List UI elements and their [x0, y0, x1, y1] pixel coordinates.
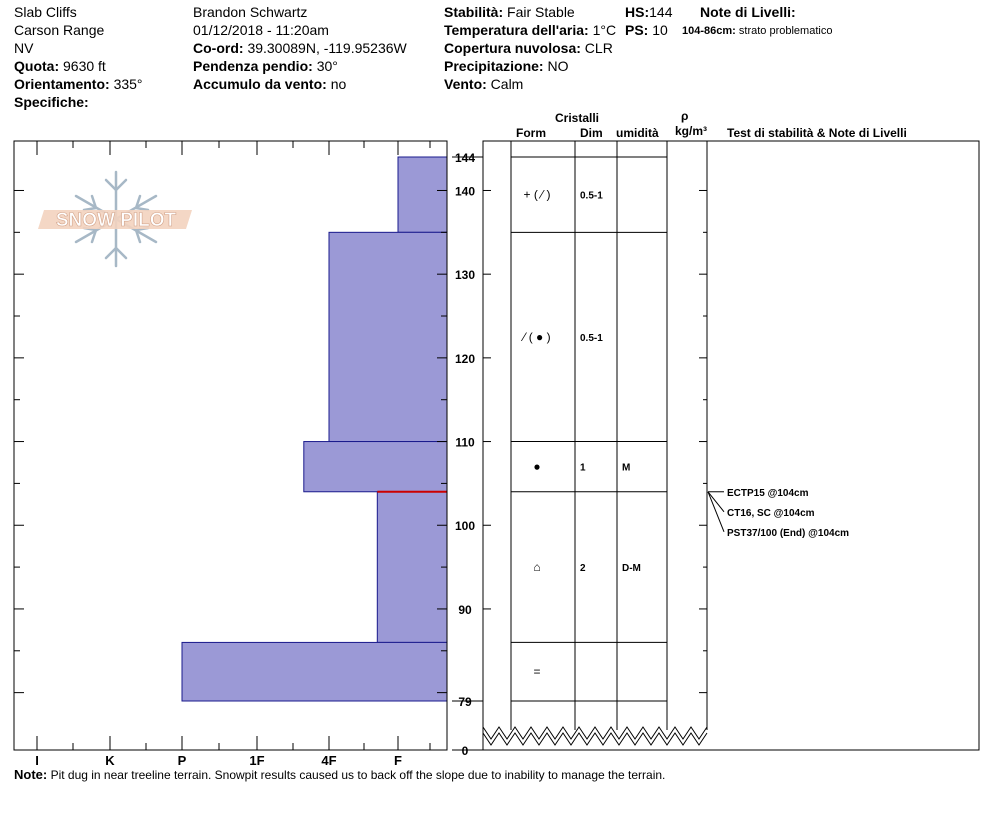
- wetness-header: umidità: [616, 126, 659, 140]
- snowpilot-logo: [38, 172, 192, 266]
- wetness-3: D-M: [622, 563, 641, 575]
- cloud-cover: Copertura nuvolosa: CLR: [444, 40, 613, 56]
- aspect: Orientamento: 335°: [14, 76, 143, 92]
- state-name: NV: [14, 40, 34, 56]
- crystal-form-4: =: [533, 664, 541, 679]
- hardness-label-P: P: [177, 753, 187, 768]
- crystal-dim-0: 0.5-1: [580, 190, 603, 202]
- depth-edge-label-79: 79: [458, 695, 472, 709]
- crystal-dim-1: 0.5-1: [580, 332, 603, 344]
- stability-tests-header: Test di stabilità & Note di Livelli: [727, 126, 907, 140]
- wind: Vento: Calm: [444, 76, 524, 92]
- axis-break-zigzag-1: [483, 733, 707, 745]
- stability-test-2: PST37/100 (End) @104cm: [727, 527, 850, 539]
- stability-test-0: ECTP15 @104cm: [727, 487, 809, 499]
- layer-bar-2: [304, 442, 447, 492]
- wetness-2: M: [622, 462, 631, 474]
- depth-label-140: 140: [454, 184, 476, 199]
- layer-bar-3: [377, 492, 447, 643]
- depth-label-100: 100: [454, 519, 476, 534]
- depth-edge-label-0: 0: [461, 744, 469, 758]
- layer-notes-label: Note di Livelli:: [700, 4, 796, 20]
- specifiche-label: Specifiche:: [14, 94, 89, 110]
- logo-text: SNOW PILOT: [55, 210, 177, 231]
- footer-note: Note: Pit dug in near treeline terrain. Snowpit results caused us to back off the slope due to inability to manage the terrain.: [14, 767, 666, 782]
- test-leader-1: [708, 492, 724, 512]
- elevation: Quota: 9630 ft: [14, 58, 106, 74]
- wind-loading: Accumulo da vento: no: [193, 76, 347, 92]
- stability: Stabilità: Fair Stable: [444, 4, 575, 20]
- hardness-label-I: I: [35, 753, 39, 768]
- location-name: Slab Cliffs: [14, 4, 77, 20]
- depth-label-120: 120: [454, 351, 476, 366]
- hardness-label-1F: 1F: [249, 753, 265, 768]
- density-unit: kg/m³: [675, 124, 708, 138]
- crystal-dim-2: 1: [580, 462, 586, 474]
- dim-header: Dim: [580, 126, 603, 140]
- crystal-dim-3: 2: [580, 563, 586, 575]
- range-name: Carson Range: [14, 22, 105, 38]
- density-symbol: ρ: [681, 109, 689, 123]
- hardness-label-K: K: [105, 753, 115, 768]
- test-leader-2: [708, 492, 724, 532]
- depth-label-90: 90: [458, 602, 472, 617]
- crystal-form-2: ●: [533, 459, 541, 474]
- observation-datetime: 01/12/2018 - 11:20am: [193, 22, 329, 38]
- crystals-header: Cristalli: [555, 111, 600, 125]
- hardness-label-F: F: [394, 753, 402, 768]
- depth-label-130: 130: [454, 268, 476, 283]
- precipitation: Precipitazione: NO: [444, 58, 569, 74]
- slope-angle: Pendenza pendio: 30°: [193, 58, 338, 74]
- stability-test-1: CT16, SC @104cm: [727, 507, 815, 519]
- layer-bar-4: [182, 642, 447, 701]
- depth-edge-label-144: 144: [454, 151, 476, 165]
- layer-notes-entry: 104-86cm: strato problematico: [682, 25, 833, 37]
- observer-name: Brandon Schwartz: [193, 4, 308, 20]
- air-temperature: Temperatura dell'aria: 1°C: [444, 22, 617, 38]
- hardness-label-4F: 4F: [321, 753, 337, 768]
- crystal-form-0: + ( ⁄ ): [523, 187, 551, 202]
- depth-label-110: 110: [455, 435, 475, 450]
- layer-bar-1: [329, 232, 447, 441]
- snow-height: HS:144: [625, 4, 673, 20]
- pit-depth: PS: 10: [625, 22, 668, 38]
- coordinates: Co-ord: 39.30089N, -119.95236W: [193, 40, 407, 56]
- form-header: Form: [516, 126, 546, 140]
- crystal-form-1: ⁄ ( ● ): [523, 329, 551, 344]
- crystal-form-3: ⌂: [533, 560, 541, 575]
- layer-bar-0: [398, 157, 447, 232]
